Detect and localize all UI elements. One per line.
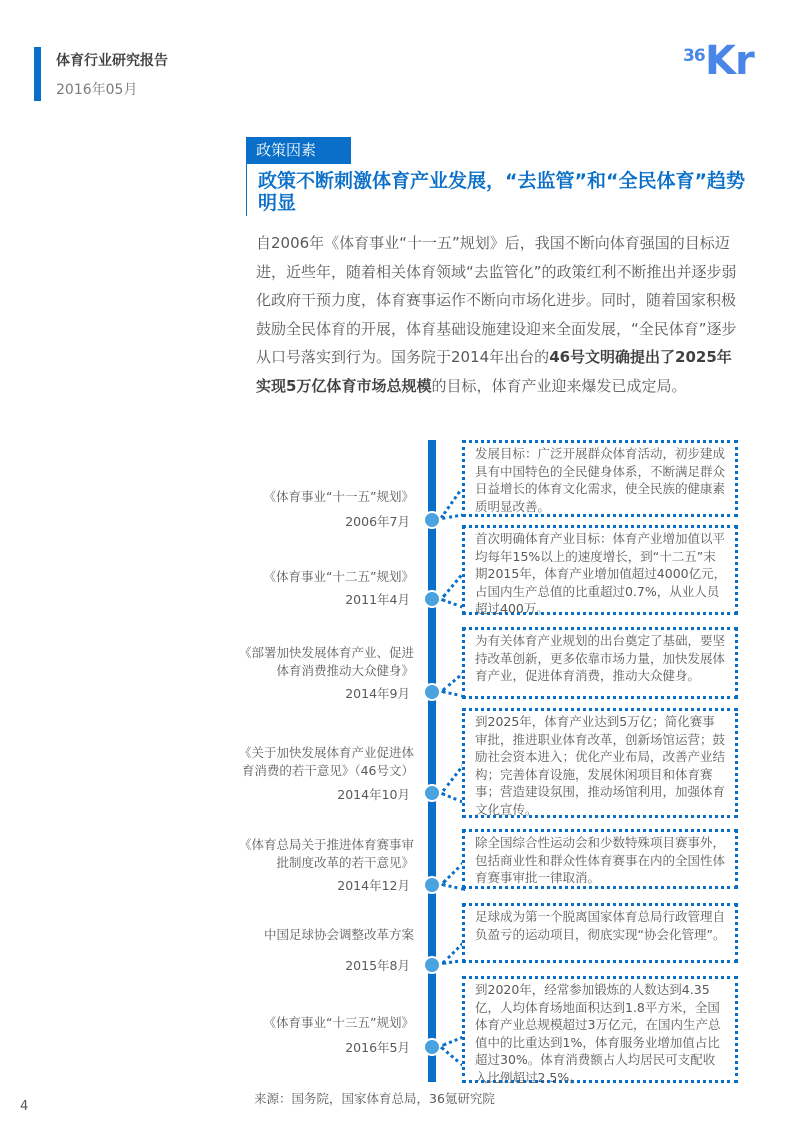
timeline-event-label: 《关于加快发展体育产业促进体育消费的若干意见》（46号文） [238,745,414,778]
timeline-event-label: 《部署加快发展体育产业、促进体育消费推动大众健身》 [238,645,414,678]
timeline-event-date: 2006年7月 [345,514,410,529]
timeline-dot [423,590,441,608]
36kr-logo [683,38,763,92]
page-number: 4 [20,1099,29,1114]
timeline-event-box: 首次明确体育产业目标：体育产业增加值以平均每年15%以上的速度增长，到“十二五”末期2015年，体育产业增加值超过4000亿元，占国内生产总值的比重超过0.7%，从业人员超过400万。 [462,525,738,615]
timeline-event-box: 足球成为第一个脱离国家体育总局行政管理自负盈亏的运动项目，彻底实现“协会化管理”。 [462,903,738,963]
paragraph-text-2: 的目标，体育产业迎来爆发已成定局。 [431,376,687,395]
timeline-event-box: 为有关体育产业规划的出台奠定了基础，要坚持改革创新，更多依靠市场力量，加快发展体育产业，促进体育消费，推动大众健身。 [462,627,738,699]
timeline-event-box: 发展目标：广泛开展群众体育活动，初步建成具有中国特色的全民健身体系，不断满足群众日益增长的体育文化需求，使全民族的健康素质明显改善。 [462,440,738,517]
intro-paragraph [256,229,746,400]
timeline-dot [423,683,441,701]
section-headline: 政策不断刺激体育产业发展，“去监管”和“全民体育”趋势明显 [258,170,745,214]
report-date: 2016年05月 [56,82,138,98]
timeline-event-box: 到2020年，经常参加锻炼的人数达到4.35亿，人均体育场地面积达到1.8平方米，全国体育产业总规模超过3万亿元，在国内生产总值中的比重达到1%，体育服务业增加值占比超过30%。体育消费额占人均居民可支配收入比例超过2.5%。 [462,976,738,1083]
section-tag: 政策因素 [246,137,351,164]
timeline-event-date: 2011年4月 [345,592,410,607]
timeline-dot [423,956,441,974]
paragraph-text-1: 自2006年《体育事业“十一五”规划》后，我国不断向体育强国的目标迈进，近些年，随着相关体育领域“去监管化”的政策红利不断推出并逐步弱化政府干预力度，体育赛事运作不断向市场化进步。同时，随着国家积极鼓励全民体育的开展，体育基础设施建设迎来全面发展，“全民体育”逐步从口号落实到行为。国务院于2014年出台的 [256,234,737,366]
timeline-event-date: 2016年5月 [345,1040,410,1055]
paragraph-highlight: 46号文明确提出了2025年实现5万亿体育市场总规模 [256,348,732,395]
timeline-dot [423,511,441,529]
timeline-event-date: 2014年10月 [337,787,410,802]
timeline-event-label: 《体育事业“十一五”规划》 [263,489,414,504]
source-note: 来源：国务院，国家体育总局，36氪研究院 [254,1091,495,1106]
timeline-event-label: 《体育事业“十三五”规划》 [263,1015,414,1030]
timeline-event-box: 到2025年，体育产业达到5万亿；简化赛事审批，推进职业体育改革，创新场馆运营；鼓励社会资本进入；优化产业布局，改善产业结构；完善体育设施，发展休闲项目和体育赛事；营造建设氛围，推动场馆利用，加强体育文化宣传。 [462,708,738,818]
timeline-event-box: 除全国综合性运动会和少数特殊项目赛事外，包括商业性和群众性体育赛事在内的全国性体育赛事审批一律取消。 [462,829,738,889]
timeline-event-label: 中国足球协会调整改革方案 [263,927,414,942]
timeline-bar [428,440,436,1082]
logo-prefix: 36 [683,46,705,66]
headline-rule [246,164,247,216]
timeline-event-label: 《体育总局关于推进体育赛事审批制度改革的若干意见》 [238,837,414,870]
timeline-event-date: 2015年8月 [345,958,410,973]
timeline-connector [441,792,464,804]
timeline-dot [423,784,441,802]
report-title: 体育行业研究报告 [56,53,168,69]
timeline-event-label: 《体育事业“十二五”规划》 [263,569,414,584]
timeline-event-date: 2014年12月 [337,878,410,893]
timeline-event-date: 2014年9月 [345,686,410,701]
logo-main: Kr [705,38,754,84]
timeline-dot [423,1038,441,1056]
timeline-dot [423,876,441,894]
header-accent-bar [34,47,41,101]
